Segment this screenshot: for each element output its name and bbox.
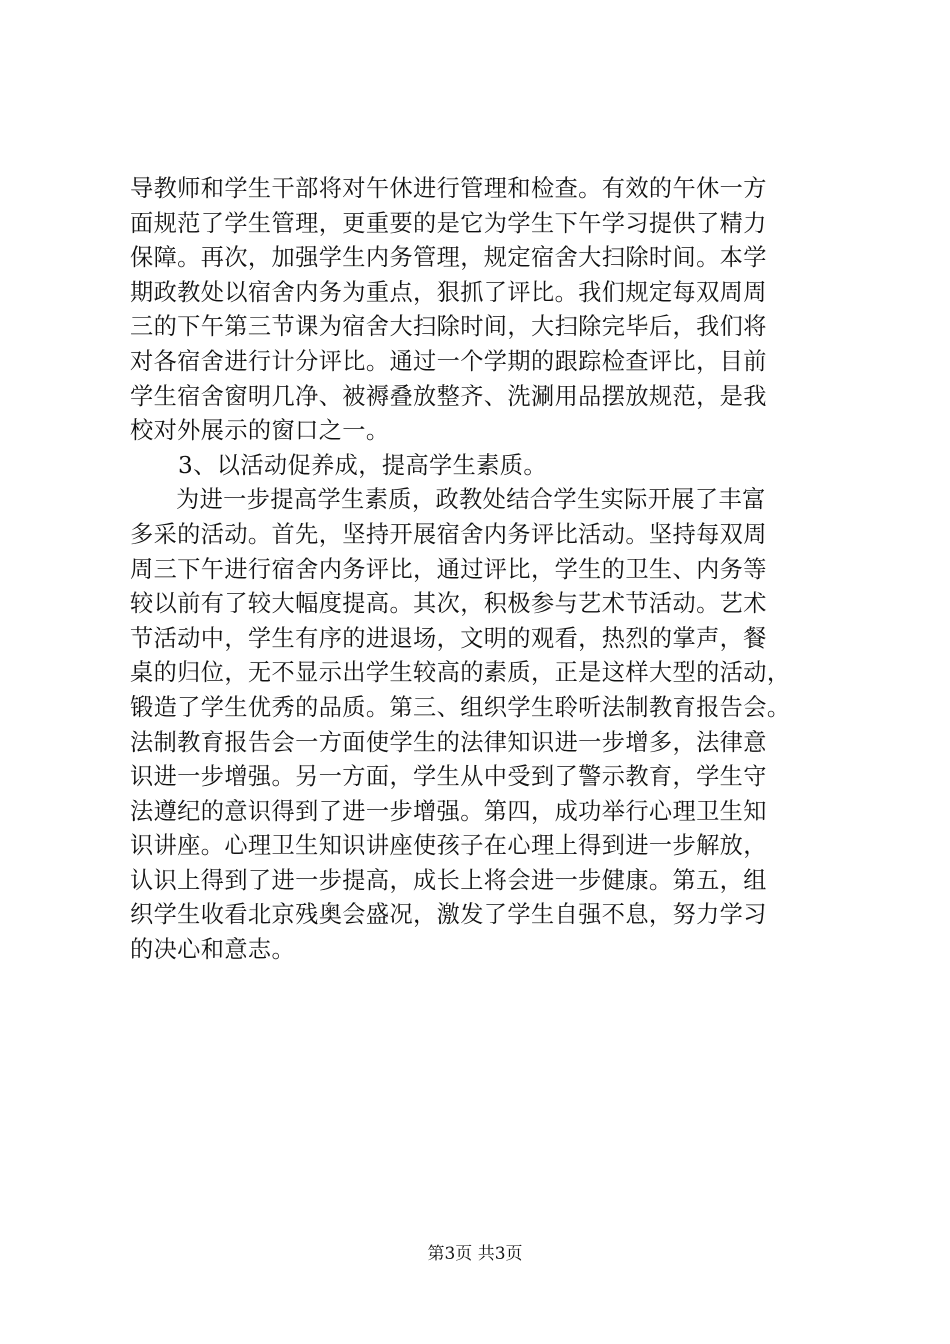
section-heading: 3、以活动促养成，提高学生素质。: [178, 451, 547, 479]
body-line: 保障。再次，加强学生内务管理，规定宿舍大扫除时间。本学: [130, 244, 767, 272]
body-line: 的决心和意志。: [130, 936, 296, 964]
body-line: 识讲座。心理卫生知识讲座使孩子在心理上得到进一步解放，: [130, 832, 767, 860]
body-line: 较以前有了较大幅度提高。其次，积极参与艺术节活动。艺术: [130, 590, 767, 618]
body-line: 三的下午第三节课为宿舍大扫除时间，大扫除完毕后，我们将: [130, 313, 767, 341]
body-line: 为进一步提高学生素质，政教处结合学生实际开展了丰富: [176, 486, 766, 514]
body-line: 校对外展示的窗口之一。: [130, 417, 390, 445]
body-line: 对各宿舍进行计分评比。通过一个学期的跟踪检查评比，目前: [130, 347, 767, 375]
body-line: 桌的归位，无不显示出学生较高的素质，正是这样大型的活动，: [130, 659, 791, 687]
body-line: 节活动中，学生有序的进退场，文明的观看，热烈的掌声，餐: [130, 624, 767, 652]
body-line: 导教师和学生干部将对午休进行管理和检查。有效的午休一方: [130, 175, 767, 202]
body-line: 织学生收看北京残奥会盛况，激发了学生自强不息，努力学习: [130, 901, 767, 929]
body-line: 周三下午进行宿舍内务评比，通过评比，学生的卫生、内务等: [130, 555, 767, 583]
body-line: 多采的活动。首先，坚持开展宿舍内务评比活动。坚持每双周: [130, 520, 767, 548]
body-line: 认识上得到了进一步提高，成长上将会进一步健康。第五，组: [130, 866, 767, 894]
body-line: 学生宿舍窗明几净、被褥叠放整齐、洗涮用品摆放规范，是我: [130, 382, 767, 410]
page-number-footer: 第3页 共3页: [427, 1244, 523, 1264]
body-line: 法制教育报告会一方面使学生的法律知识进一步增多，法律意: [130, 728, 767, 756]
document-body: [130, 172, 835, 968]
body-line: 锻造了学生优秀的品质。第三、组织学生聆听法制教育报告会。: [130, 693, 791, 721]
body-line: 期政教处以宿舍内务为重点，狠抓了评比。我们规定每双周周: [130, 278, 767, 306]
body-line: 法遵纪的意识得到了进一步增强。第四，成功举行心理卫生知: [130, 797, 767, 825]
body-line: 识进一步增强。另一方面，学生从中受到了警示教育，学生守: [130, 763, 767, 791]
body-line: 面规范了学生管理，更重要的是它为学生下午学习提供了精力: [130, 209, 767, 237]
